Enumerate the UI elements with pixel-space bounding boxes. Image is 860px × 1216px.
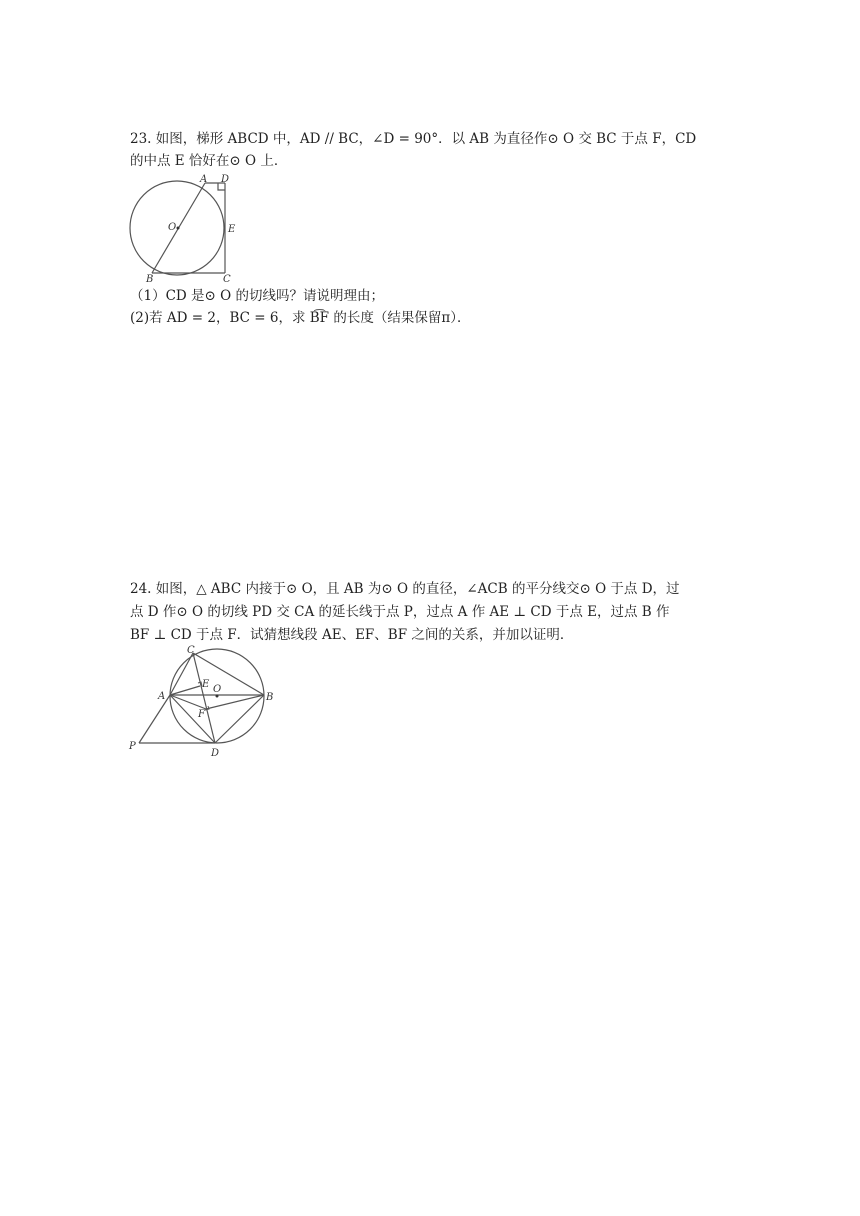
label-c: C bbox=[187, 645, 195, 656]
label-o: O bbox=[168, 222, 177, 233]
segment-ap bbox=[139, 695, 170, 743]
segment-af bbox=[170, 695, 206, 709]
bisector-cd bbox=[193, 653, 215, 743]
problem-24-line-1: 24. 如图，△ ABC 内接于⊙ O，且 AB 为⊙ O 的直径，∠ACB 的平分线交⊙ O 于点 D，过 bbox=[130, 581, 680, 597]
label-e: E bbox=[228, 224, 236, 235]
problem-24-line-2: 点 D 作⊙ O 的切线 PD 交 CA 的延长线于点 P，过点 A 作 AE ⊥ CD 于点 E，过点 B 作 bbox=[130, 604, 670, 620]
problem-24-line-3: BF ⊥ CD 于点 F．试猜想线段 AE、EF、BF 之间的关系，并加以证明． bbox=[130, 627, 574, 643]
problem-23-question-2: (2)若 AD = 2，BC = 6，求 B͡F 的长度（结果保留π）． bbox=[130, 310, 471, 326]
problem-23-line-2: 的中点 E 恰好在⊙ O 上． bbox=[130, 153, 288, 169]
label-d: D bbox=[211, 748, 220, 759]
label-c: C bbox=[223, 274, 231, 284]
label-b: B bbox=[146, 274, 154, 284]
label-o: O bbox=[213, 684, 222, 695]
label-a: A bbox=[158, 691, 166, 702]
label-f: F bbox=[198, 709, 205, 720]
label-d: D bbox=[221, 174, 230, 185]
label-b: B bbox=[266, 692, 274, 703]
problem-23-line-1: 23. 如图，梯形 ABCD 中，AD // BC，∠D = 90°．以 AB 为直径作⊙ O 交 BC 于点 F，CD bbox=[130, 131, 697, 147]
problem-23-question-1: （1）CD 是⊙ O 的切线吗？请说明理由； bbox=[130, 288, 384, 304]
label-p: P bbox=[129, 741, 136, 752]
segment-bd bbox=[215, 695, 264, 743]
problem-24-figure bbox=[125, 643, 280, 761]
problem-23-figure bbox=[120, 172, 245, 284]
label-e: E bbox=[202, 679, 210, 690]
perpendicular-bf bbox=[206, 695, 264, 709]
label-a: A bbox=[200, 174, 208, 185]
center-point-o bbox=[177, 227, 180, 230]
